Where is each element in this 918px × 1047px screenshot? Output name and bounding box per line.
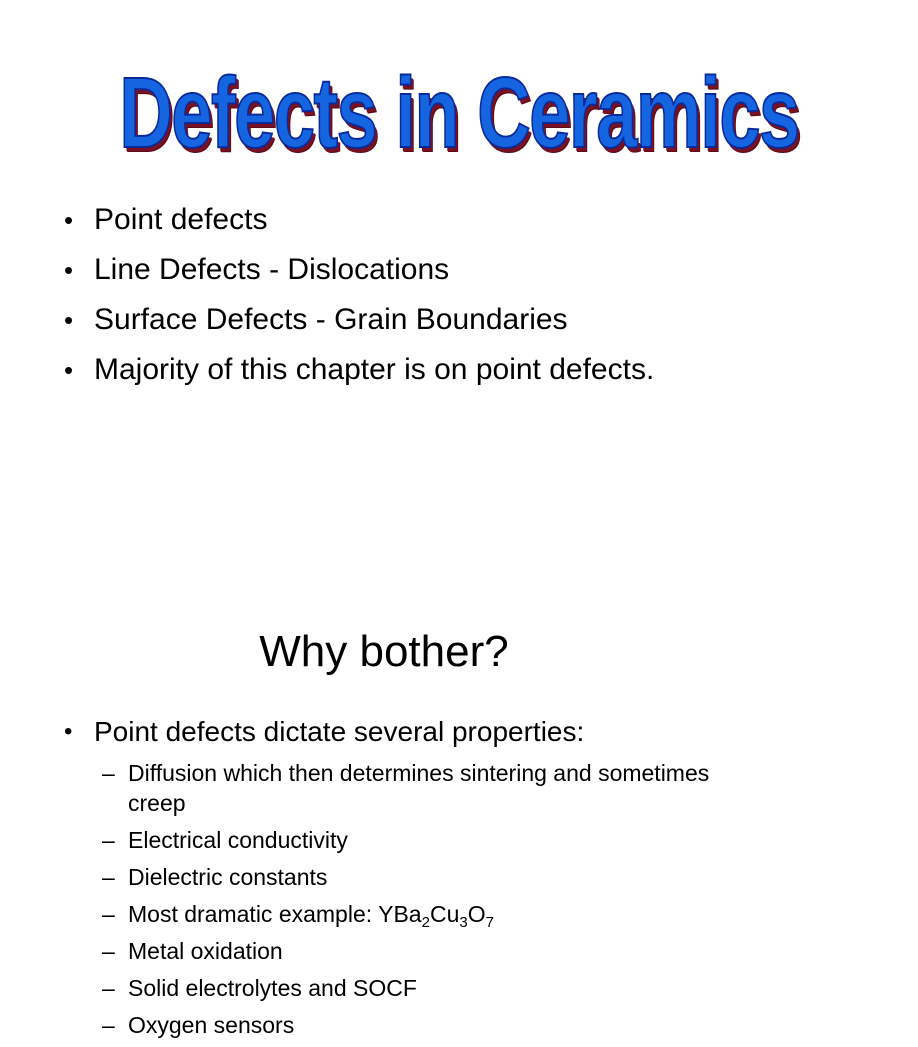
formula-copper: Cu [429,901,460,927]
defect-types-list [60,200,740,400]
title-text: Defects in Ceramics [119,57,799,169]
formula-oxygen: O [467,901,486,927]
dash-icon: – [102,938,115,964]
list-item [60,200,740,240]
sub-list-item-text: Electrical conductivity [128,827,348,853]
sub-list-item-text: Diffusion which then determines sintering and sometimes creep [128,760,710,816]
bullet-icon: • [64,305,74,335]
sub-list-item [94,973,750,1003]
list-item [60,350,740,390]
property-sub-list [94,758,750,1040]
sub-list-item-text: Oxygen sensors [128,1012,295,1038]
slide-title [0,48,799,178]
list-item-text: Surface Defects - Grain Boundaries [94,303,568,336]
formula-yttrium: Y [378,901,394,927]
sub-list-item [94,758,750,818]
formula-oxygen-count: 7 [485,914,494,931]
dash-icon: – [102,864,115,890]
section-heading: Why bother? [259,627,509,676]
list-item-text: Point defects dictate several properties: [94,716,585,747]
sub-list-item-text: Dielectric constants [128,864,328,890]
list-item [60,712,750,1040]
sub-list-item [94,936,750,966]
bullet-icon: • [64,205,74,235]
properties-list [60,712,750,1047]
formula-copper-count: 3 [459,914,468,931]
formula-barium-count: 2 [421,914,430,931]
sub-list-item [94,825,750,855]
bullet-icon: • [64,255,74,285]
sub-list-item-text: Metal oxidation [128,938,283,964]
sub-list-item-text [128,901,494,931]
dash-icon: – [102,975,115,1001]
sub-list-item [94,899,750,929]
example-label: Most dramatic example: [128,901,379,927]
sub-list-item [94,1010,750,1040]
dash-icon: – [102,827,115,853]
bullet-icon: • [64,718,73,745]
sub-list-item [94,862,750,892]
list-item-text: Majority of this chapter is on point defects. [94,353,655,386]
list-item [60,300,740,340]
sub-list-item-text: Solid electrolytes and SOCF [128,975,417,1001]
dash-icon: – [102,901,115,927]
list-item-text: Line Defects - Dislocations [94,253,450,286]
bullet-icon: • [64,355,74,385]
list-item-text: Point defects [94,203,268,236]
formula-barium: Ba [393,901,422,927]
list-item [60,250,740,290]
dash-icon: – [102,1012,115,1038]
dash-icon: – [102,760,115,786]
